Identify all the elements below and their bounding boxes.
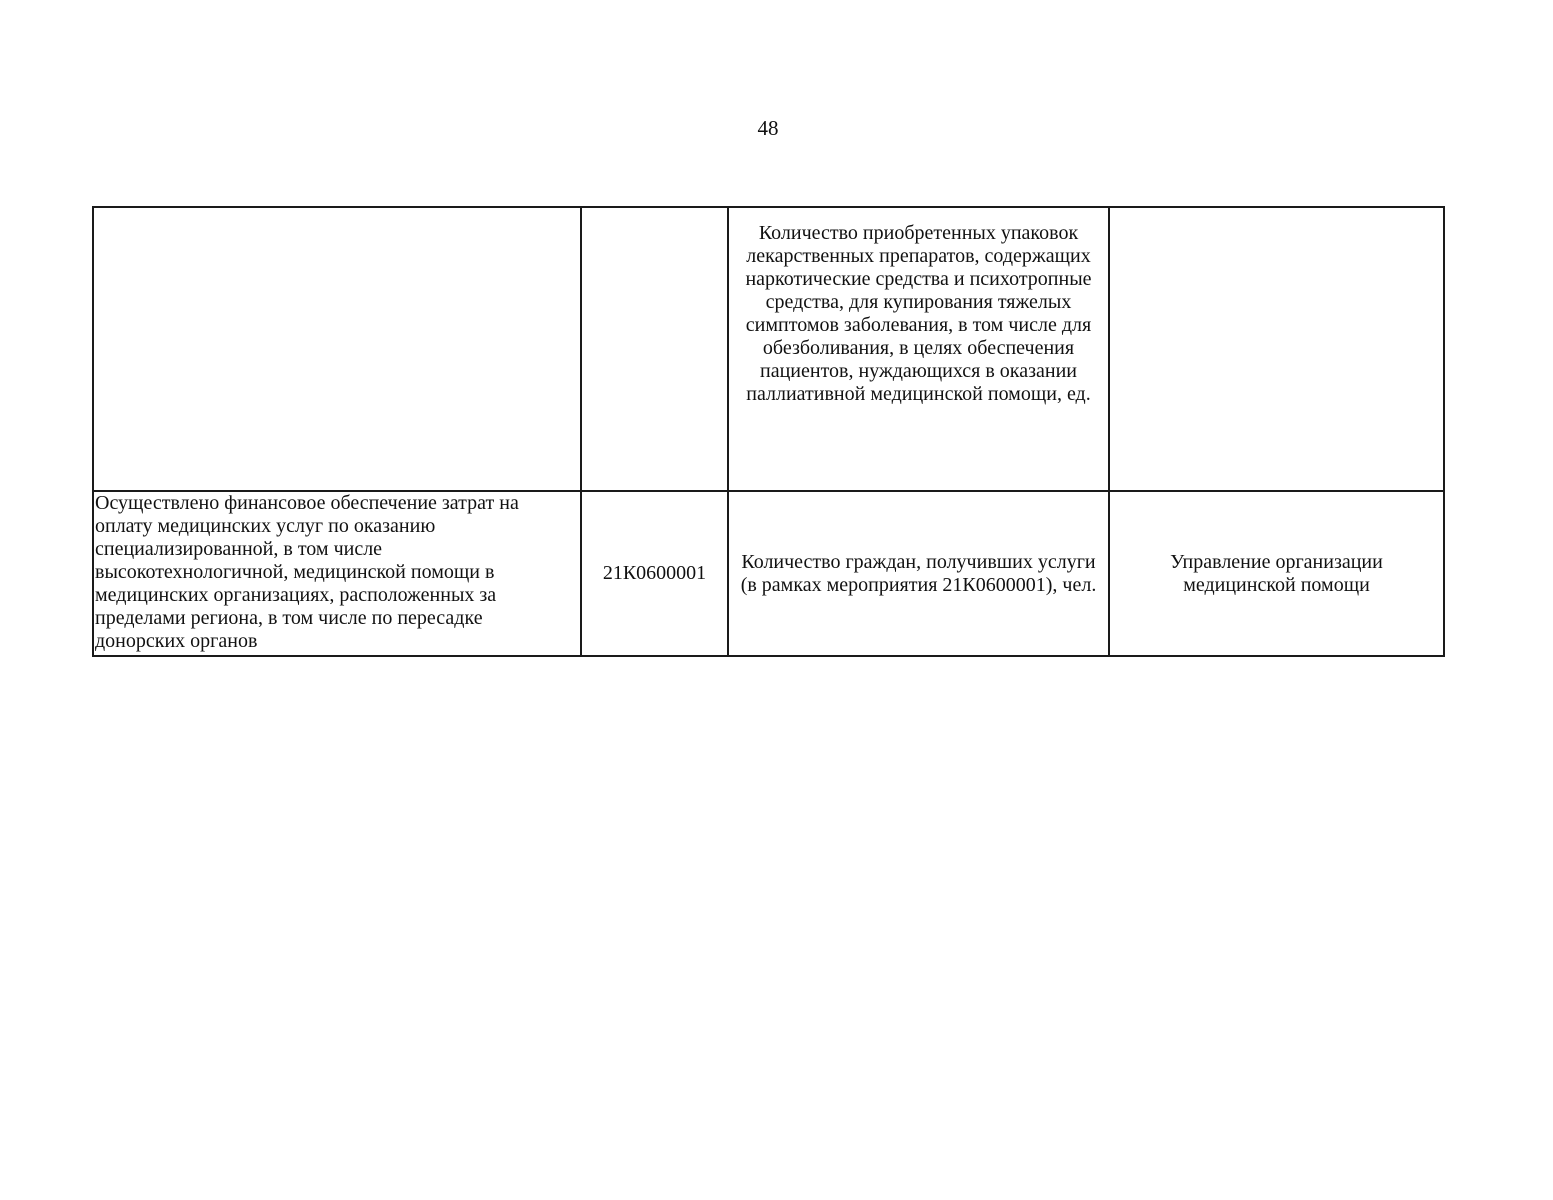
department-cell xyxy=(1109,207,1444,491)
code-cell: 21К0600001 xyxy=(581,491,728,656)
measures-table xyxy=(92,206,1445,657)
result-cell xyxy=(93,207,581,491)
department-cell: Управление организации медицинской помощи xyxy=(1109,491,1444,656)
indicator-cell: Количество граждан, получивших услуги (в рамках мероприятия 21К0600001), чел. xyxy=(728,491,1109,656)
table-row xyxy=(93,491,1444,656)
page-number: 48 xyxy=(757,116,779,140)
result-cell: Осуществлено финансовое обеспечение затрат на оплату медицинских услуг по оказанию специализированной, в том числе высокотехнологичной, медицинской помощи в медицинских организациях, расположенных за пределами региона, в том числе по пересадке донорских органов xyxy=(93,491,581,656)
code-cell xyxy=(581,207,728,491)
table-row xyxy=(93,207,1444,491)
indicator-cell: Количество приобретенных упаковок лекарственных препаратов, содержащих наркотические средства и психотропные средства, для купирования тяжелых симптомов заболевания, в том числе для обезболивания, в целях обеспечения пациентов, нуждающихся в оказании паллиативной медицинской помощи, ед. xyxy=(728,207,1109,491)
